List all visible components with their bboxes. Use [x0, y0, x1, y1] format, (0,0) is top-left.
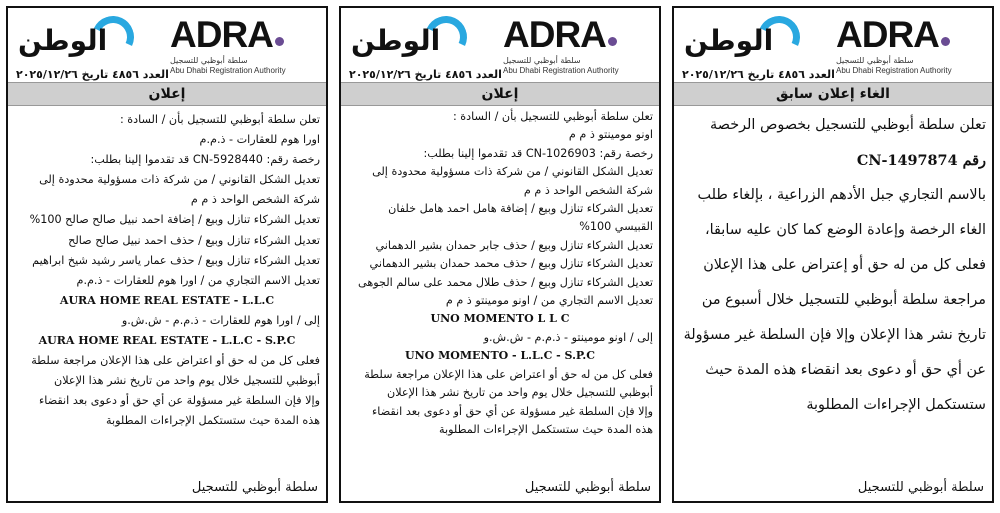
notice-line-latin: UNO MOMENTO L L C	[430, 312, 570, 326]
notice-line: تعديل الشكل القانوني / من شركة ذات مسؤولية محدودة إلى	[372, 165, 653, 179]
alwatan-logo	[347, 14, 465, 64]
notice-signature: سلطة أبوظبي للتسجيل	[191, 480, 318, 495]
alwatan-logo-text: الوطن	[351, 24, 441, 57]
notice-line: أبوظبي للتسجيل خلال يوم واحد من تاريخ نشر هذا الإعلان	[54, 374, 320, 388]
adra-logo-word: ADRA	[170, 14, 273, 55]
notice-line: رخصة رقم: CN-5928440 قد تقدموا إلينا بطلب:	[90, 153, 320, 167]
notice-header	[341, 8, 659, 82]
notice-line-latin: AURA HOME REAL ESTATE - L.L.C	[59, 293, 275, 307]
notice-line: تعلن سلطة أبوظبي للتسجيل بأن / السادة :	[119, 113, 320, 126]
alwatan-logo-text: الوطن	[684, 24, 774, 57]
notice-line: رخصة رقم: CN-1026903 قد تقدموا إلينا بطلب:	[423, 146, 653, 160]
issue-date: العدد ٤٨٥٦ تاريخ ٢٠٢٥/١٢/٢٦	[16, 68, 169, 81]
notice-line: شركة الشخص الواحد ذ م م	[190, 193, 320, 207]
notice-title: الغاء إعلان سابق	[674, 82, 992, 106]
adra-logo-english: Abu Dhabi Registration Authority	[503, 66, 619, 75]
notice-line: تعديل الشركاء تنازل وبيع / حذف طلال محمد على سالم الجوهى	[358, 275, 653, 289]
adra-dot-icon	[941, 37, 950, 46]
notice-line: اونو مومينتو ذ م م	[568, 128, 653, 142]
notice-line: تعلن سلطة أبوظبي للتسجيل بأن / السادة :	[452, 110, 653, 123]
notice-line: إلى / اورا هوم للعقارات - ذ.م.م - ش.ش.و	[121, 313, 320, 327]
notice-line: تعديل الاسم التجاري من / اورا هوم للعقارات - ذ.م.م	[76, 273, 320, 287]
notice-line: تعديل الشركاء تنازل وبيع / إضافة هامل احمد هامل خلفان	[388, 202, 653, 216]
adra-dot-icon	[275, 37, 284, 46]
notice-line: هذه المدة حيث ستستكمل الإجراءات المطلوبة	[106, 414, 320, 428]
notice-title: إعلان	[341, 82, 659, 106]
notice-line-latin: AURA HOME REAL ESTATE - L.L.C - S.P.C	[38, 334, 296, 348]
notice-line: تعديل الشركاء تنازل وبيع / حذف محمد حمدان بشير الدهماني	[369, 257, 653, 271]
notice-header	[674, 8, 992, 82]
notice-body	[341, 106, 659, 439]
notice-line: اورا هوم للعقارات - ذ.م.م	[199, 133, 320, 147]
notice-middle	[339, 6, 661, 503]
notice-header	[8, 8, 326, 82]
adra-logo-english: Abu Dhabi Registration Authority	[836, 66, 952, 75]
notice-line: تعديل الشكل القانوني / من شركة ذات مسؤولية محدودة إلى	[39, 173, 320, 187]
notice-line: تعديل الشركاء تنازل وبيع / حذف احمد نبيل صالح صالح	[68, 233, 320, 247]
alwatan-logo	[680, 14, 798, 64]
notice-line: فعلى كل من له حق أو اعتراض على هذا الإعلان مراجعة سلطة	[31, 354, 320, 368]
notice-line: بالاسم التجاري جبل الأدهم الزراعية ، بإلغاء طلب	[697, 187, 986, 203]
notice-line: تعلن سلطة أبوظبي للتسجيل بخصوص الرخصة	[710, 117, 986, 133]
notice-line: وإلا فإن السلطة غير مسؤولة عن أي حق أو دعوى بعد انقضاء	[39, 394, 320, 408]
adra-logo	[836, 16, 986, 75]
notice-line: هذه المدة حيث ستستكمل الإجراءات المطلوبة	[439, 422, 653, 436]
alwatan-logo	[14, 14, 132, 64]
notice-line-latin: UNO MOMENTO - L.L.C - S.P.C	[405, 349, 595, 363]
notice-line: عن أي حق أو دعوى بعد انقضاء هذه المدة حيث	[705, 362, 986, 378]
notice-line: وإلا فإن السلطة غير مسؤولة عن أي حق أو دعوى بعد انقضاء	[372, 404, 653, 418]
notice-line: تعديل الشركاء تنازل وبيع / حذف جابر حمدان بشير الدهماني	[375, 238, 653, 252]
notice-line: فعلى كل من له حق أو اعتراض على هذا الإعلان مراجعة سلطة	[364, 367, 653, 381]
notice-line: القبيسي 100%	[579, 220, 653, 234]
adra-logo-word: ADRA	[836, 14, 939, 55]
adra-logo-arabic: سلطة أبوظبي للتسجيل	[503, 56, 581, 65]
notice-line: مراجعة سلطة أبوظبي للتسجيل خلال أسبوع من	[701, 292, 986, 308]
notice-line-license: رقم CN-1497874	[856, 152, 986, 169]
notice-line: إلى / اونو مومينتو - ذ.م.م - ش.ش.و	[483, 330, 653, 344]
adra-logo-arabic: سلطة أبوظبي للتسجيل	[836, 56, 914, 65]
notice-title: إعلان	[8, 82, 326, 106]
adra-logo	[170, 16, 320, 75]
notice-right	[672, 6, 994, 503]
adra-logo-arabic: سلطة أبوظبي للتسجيل	[170, 56, 248, 65]
adra-dot-icon	[608, 37, 617, 46]
issue-date: العدد ٤٨٥٦ تاريخ ٢٠٢٥/١٢/٢٦	[349, 68, 502, 81]
adra-logo-word: ADRA	[503, 14, 606, 55]
notice-line: أبوظبي للتسجيل خلال يوم واحد من تاريخ نشر هذا الإعلان	[387, 386, 653, 400]
adra-logo-english: Abu Dhabi Registration Authority	[170, 66, 286, 75]
notice-line: تعديل الشركاء تنازل وبيع / إضافة احمد نبيل صالح صالح 100%	[29, 213, 320, 227]
notice-line: تاريخ نشر هذا الإعلان وإلا فإن السلطة غير مسؤولة	[683, 327, 986, 343]
notice-line: شركة الشخص الواحد ذ م م	[523, 183, 653, 197]
notice-line: الغاء الرخصة وإعادة الوضع كما كان عليه سابقا،	[705, 222, 986, 238]
notice-line: تعديل الشركاء تنازل وبيع / حذف عمار ياسر رشيد شيخ ابراهيم	[32, 253, 320, 267]
notice-body	[674, 106, 992, 423]
notice-line: تعديل الاسم التجاري من / اونو مومينتو ذ م م	[445, 294, 653, 308]
adra-logo	[503, 16, 653, 75]
notice-left	[6, 6, 328, 503]
notice-signature: سلطة أبوظبي للتسجيل	[857, 480, 984, 495]
notice-line: ستستكمل الإجراءات المطلوبة	[806, 397, 986, 413]
notice-signature: سلطة أبوظبي للتسجيل	[524, 480, 651, 495]
alwatan-logo-text: الوطن	[18, 24, 108, 57]
notice-body	[8, 106, 326, 432]
notice-line: فعلى كل من له حق أو إعتراض على هذا الإعلان	[703, 257, 986, 273]
issue-date: العدد ٤٨٥٦ تاريخ ٢٠٢٥/١٢/٢٦	[682, 68, 835, 81]
